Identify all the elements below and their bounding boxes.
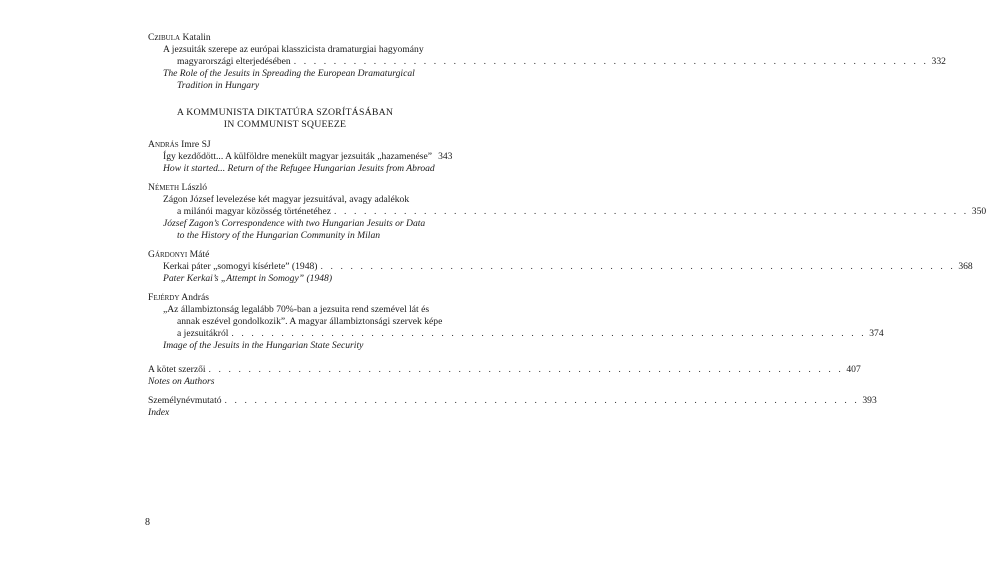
page-number: 8 — [145, 517, 150, 528]
entry-translation: József Zagon’s Correspondence with two Hungarian Jesuits or Data — [163, 218, 426, 229]
page-ref: 343 — [438, 151, 453, 162]
page-ref: 407 — [846, 364, 861, 375]
entry-title-row — [163, 261, 973, 273]
page-ref: 368 — [958, 261, 973, 272]
back-matter-row — [148, 364, 861, 376]
entry-title: Kerkai páter „somogyi kísérlete” (1948) — [163, 261, 318, 272]
author-name: Gárdonyi Máté — [148, 249, 210, 260]
leader-dots: . . . . . . . . . . . . . . . . . . . . . . . . . . . . . . . . . . . . . . . . . . . . . . . . . . . . . . . . . . . . . . . . — [333, 206, 969, 217]
author-name: András Imre SJ — [148, 139, 211, 150]
entry-title: Így kezdődött... A külföldre menekült magyar jezsuiták „hazamenése” — [163, 151, 433, 162]
author-name: Fejérdy András — [148, 292, 209, 303]
entry-title-row — [177, 206, 986, 218]
leader-dots: . . . . . . . . . . . . . . . . . . . . . . . . . . . . . . . . . . . . . . . . . . . . . . . . . . . . . . . . . . . . . . . . — [320, 261, 956, 272]
leader-dots: . . . . . . . . . . . . . . . . . . . . . . . . . . . . . . . . . . . . . . . . . . . . . . . . . . . . . . . . . . . . . . . . — [293, 56, 929, 67]
back-matter-label: Személynévmutató — [148, 395, 222, 406]
entry-translation: How it started... Return of the Refugee Hungarian Jesuits from Abroad — [163, 163, 435, 174]
entry-title: A jezsuiták szerepe az európai klasszicista dramaturgiai hagyomány — [163, 44, 424, 55]
entry-translation: Pater Kerkai’s „Attempt in Somogy” (1948) — [163, 273, 333, 284]
entry-title: magyarországi elterjedésében — [177, 56, 291, 67]
author-name: Czibula Katalin — [148, 32, 211, 43]
page-ref: 350 — [971, 206, 986, 217]
leader-dots: . . . . . . . . . . . . . . . . . . . . . . . . . . . . . . . . . . . . . . . . . . . . . . . . . . . . . . . . . . . . . . . . — [224, 395, 860, 406]
entry-title: Zágon József levelezése két magyar jezsuitával, avagy adalékok — [163, 194, 410, 205]
entry-title-row — [177, 56, 946, 68]
entry-title-row — [163, 151, 453, 163]
section-heading: A KOMMUNISTA DIKTATÚRA SZORÍTÁSÁBAN — [176, 107, 394, 118]
entry-translation: Tradition in Hungary — [177, 80, 260, 91]
entry-title: a jezsuitákról — [177, 328, 229, 339]
leader-dots: . . . . . . . . . . . . . . . . . . . . . . . . . . . . . . . . . . . . . . . . . . . . . . . . . . . . . . . . . . . . . . . . — [231, 328, 867, 339]
section-heading-translation: IN COMMUNIST SQUEEZE — [223, 119, 347, 130]
page-ref: 332 — [931, 56, 946, 67]
entry-title-row — [177, 328, 884, 340]
back-matter-row — [148, 395, 877, 407]
page-ref: 374 — [869, 328, 884, 339]
entry-title: a milánói magyar közösség történetéhez — [177, 206, 331, 217]
entry-title: annak eszével gondolkozik”. A magyar állambiztonsági szervek képe — [177, 316, 443, 327]
entry-translation: to the History of the Hungarian Community in Milan — [177, 230, 381, 241]
back-matter-translation: Index — [148, 407, 170, 418]
author-name: Németh László — [148, 182, 208, 193]
leader-dots: . . . . . . . . . . . . . . . . . . . . . . . . . . . . . . . . . . . . . . . . . . . . . . . . . . . . . . . . . . . . . . . . — [208, 364, 844, 375]
entry-translation: Image of the Jesuits in the Hungarian State Security — [163, 340, 364, 351]
entry-title: „Az állambiztonság legalább 70%-ban a jezsuita rend szemével lát és — [163, 304, 430, 315]
entry-translation: The Role of the Jesuits in Spreading the European Dramaturgical — [163, 68, 415, 79]
back-matter-translation: Notes on Authors — [148, 376, 215, 387]
page-ref: 393 — [862, 395, 877, 406]
back-matter-label: A kötet szerzői — [148, 364, 206, 375]
